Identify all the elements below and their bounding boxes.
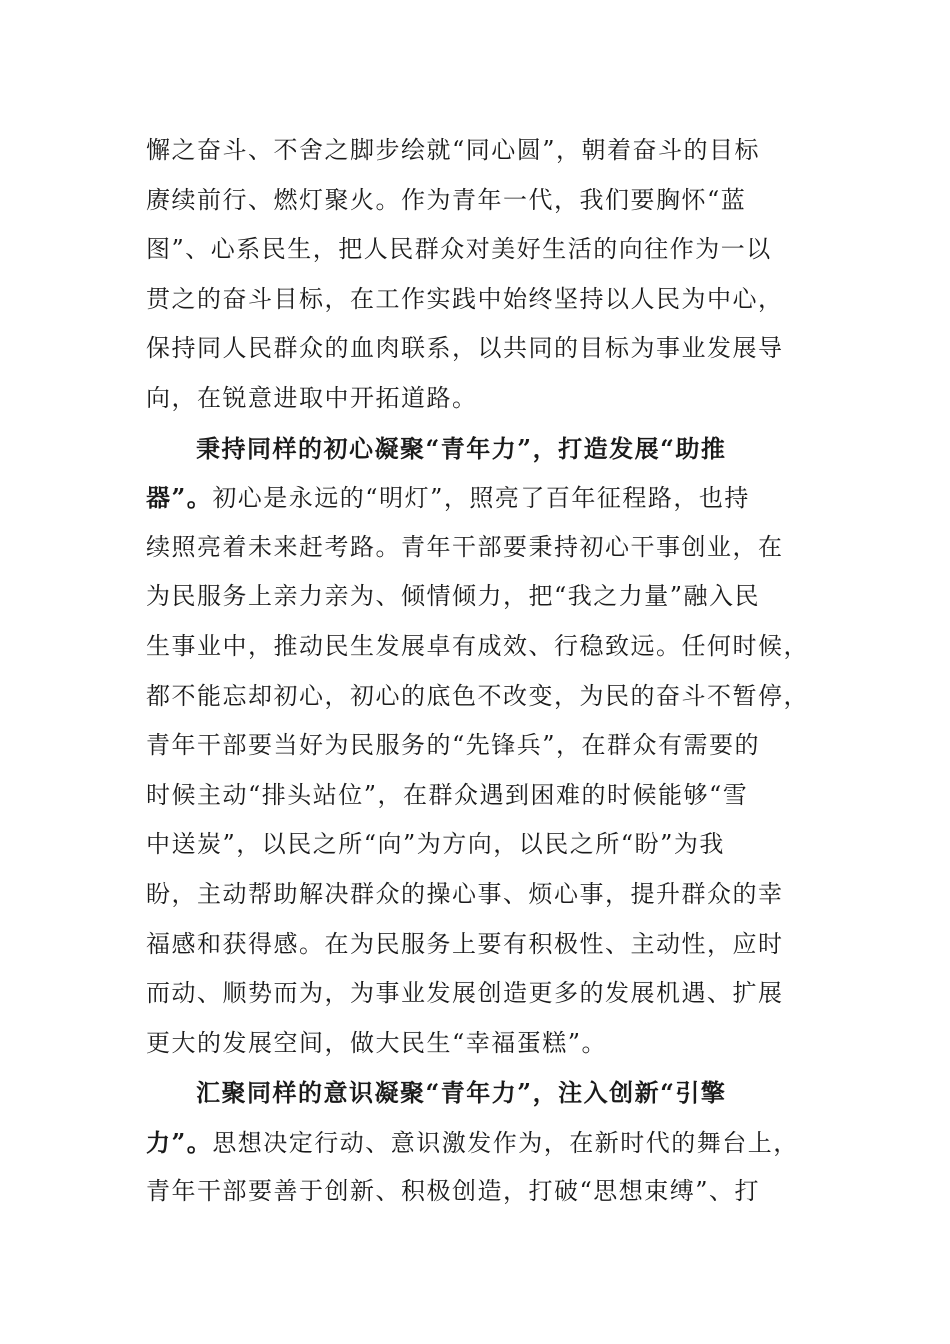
line-text: 而动、顺势而为，为事业发展创造更多的发展机遇、扩展 xyxy=(146,979,784,1008)
paragraph-line xyxy=(146,672,809,722)
line-text: 图”、心系民生，把人民群众对美好生活的向往作为一以 xyxy=(146,235,772,264)
line-text: 初心是永远的“明灯”，照亮了百年征程路，也持 xyxy=(212,484,750,513)
paragraph-line xyxy=(146,374,806,424)
paragraph-line xyxy=(146,920,806,970)
section-heading-text: 汇聚同样的意识凝聚“青年力”，注入创新“引擎 xyxy=(196,1078,727,1108)
paragraph-line xyxy=(146,820,806,870)
line-text: 懈之奋斗、不舍之脚步绘就“同心圆”，朝着奋斗的目标 xyxy=(146,136,761,164)
paragraph-line xyxy=(146,523,806,573)
paragraph-line xyxy=(146,572,806,622)
line-text: 生事业中，推动民生发展卓有成效、行稳致远。任何时候， xyxy=(146,631,809,660)
line-text: 青年干部要善于创新、积极创造，打破“思想束缚”、打 xyxy=(146,1177,761,1206)
paragraph-line xyxy=(146,176,806,226)
paragraph-line xyxy=(146,622,809,672)
line-text: 盼，主动帮助解决群众的操心事、烦心事，提升群众的幸 xyxy=(146,879,784,908)
section-heading-text: 秉持同样的初心凝聚“青年力”，打造发展“助推 xyxy=(196,433,727,463)
line-text: 为民服务上亲力亲为、倾情倾力，把“我之力量”融入民 xyxy=(146,582,761,611)
paragraph-line xyxy=(146,771,806,821)
paragraph-line xyxy=(146,275,806,325)
line-text: 保持同人民群众的血肉联系，以共同的目标为事业发展导 xyxy=(146,334,784,363)
line-text: 思想决定行动、意识激发作为，在新时代的舞台上， xyxy=(212,1128,799,1157)
paragraph-line xyxy=(146,1019,806,1069)
section-heading-line xyxy=(146,473,806,523)
line-text: 中送炭”，以民之所“向”为方向，以民之所“盼”为我 xyxy=(146,830,725,859)
line-text: 青年干部要当好为民服务的“先锋兵”，在群众有需要的 xyxy=(146,731,761,760)
section-heading-line xyxy=(146,1068,806,1118)
document-body xyxy=(146,126,809,1217)
line-text: 福感和获得感。在为民服务上要有积极性、主动性，应时 xyxy=(146,929,784,958)
paragraph-line xyxy=(146,969,806,1019)
section-heading-text: 力”。 xyxy=(146,1127,213,1157)
line-text: 贯之的奋斗目标，在工作实践中始终坚持以人民为中心， xyxy=(146,284,784,313)
paragraph-line xyxy=(146,324,806,374)
paragraph-line xyxy=(146,870,806,920)
paragraph-line xyxy=(146,721,806,771)
line-text: 时候主动“排头站位”，在群众遇到困难的时候能够“雪 xyxy=(146,780,749,809)
line-text: 更大的发展空间，做大民生“幸福蛋糕”。 xyxy=(146,1028,608,1057)
line-text: 向，在锐意进取中开拓道路。 xyxy=(146,383,478,412)
line-text: 赓续前行、燃灯聚火。作为青年一代，我们要胸怀“蓝 xyxy=(146,185,747,214)
line-text: 都不能忘却初心，初心的底色不改变，为民的奋斗不暂停， xyxy=(146,681,809,710)
line-text: 续照亮着未来赶考路。青年干部要秉持初心干事创业，在 xyxy=(146,532,784,561)
paragraph-line xyxy=(146,225,806,275)
section-heading-text: 器”。 xyxy=(146,483,213,513)
paragraph-line xyxy=(146,1167,806,1217)
section-heading-line xyxy=(146,424,806,474)
section-heading-line xyxy=(146,1118,806,1168)
paragraph-line xyxy=(146,126,806,176)
